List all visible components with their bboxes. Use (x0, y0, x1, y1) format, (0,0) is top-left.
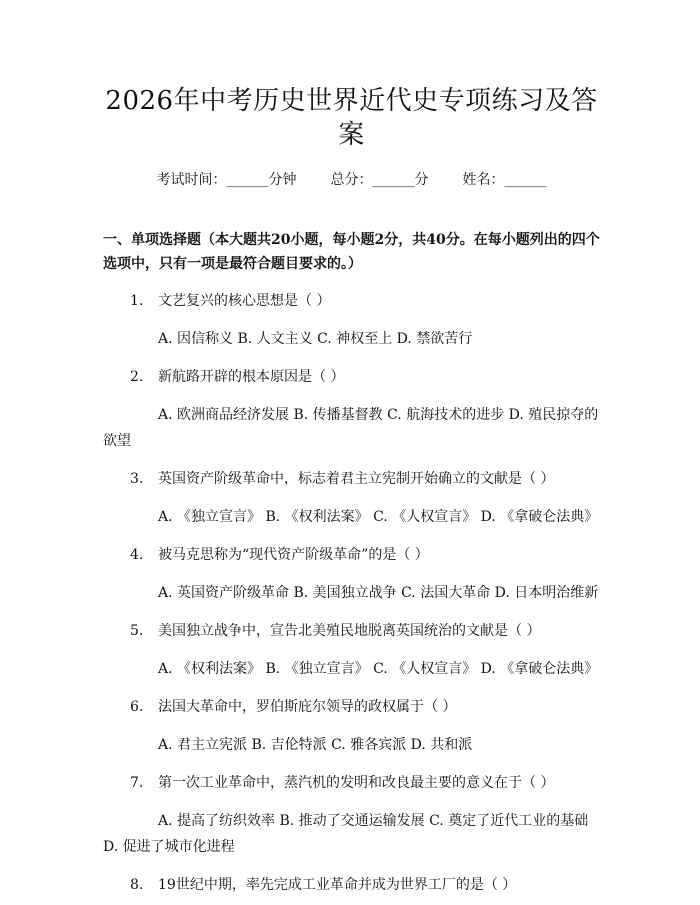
question-number: 5. (130, 623, 144, 639)
question-1 (103, 290, 600, 352)
question-8 (103, 874, 600, 896)
question-number: 8. (130, 877, 144, 893)
question-5 (103, 620, 600, 682)
question-options: A. 提高了纺织效率 B. 推动了交通运输发展 C. 奠定了近代工业的基础 D. 促进了城市化进程 (103, 813, 589, 855)
question-stem (103, 468, 600, 490)
question-stem (103, 772, 600, 794)
question-stem (103, 366, 600, 388)
exam-time-label: 考试时间：______分钟 (156, 172, 297, 188)
question-6 (103, 696, 600, 758)
question-4 (103, 544, 600, 606)
student-name-label: 姓名：______ (462, 172, 547, 188)
section-heading: 一、单项选择题（本大题共20小题，每小题2分，共40分。在每小题列出的四个选项中，只有一项是最符合题目要求的。） (103, 232, 600, 272)
question-options: A. 因信称义 B. 人文主义 C. 神权至上 D. 禁欲苦行 (158, 331, 473, 347)
question-stem (103, 696, 600, 718)
question-stem (103, 874, 600, 896)
question-text: 被马克思称为“现代资产阶级革命”的是（ ） (158, 547, 429, 563)
question-stem (103, 290, 600, 312)
question-text: 法国大革命中，罗伯斯庇尔领导的政权属于（ ） (158, 699, 457, 715)
question-2 (103, 366, 600, 454)
question-list (103, 290, 600, 896)
question-text: 英国资产阶级革命中，标志着君主立宪制开始确立的文献是（ ） (158, 471, 555, 487)
question-stem (103, 544, 600, 566)
question-number: 6. (130, 699, 144, 715)
question-stem (103, 620, 600, 642)
question-7 (103, 772, 600, 860)
question-text: 第一次工业革命中，蒸汽机的发明和改良最主要的意义在于（ ） (158, 775, 555, 791)
question-number: 3. (130, 471, 144, 487)
total-score-label: 总分：______分 (330, 172, 429, 188)
question-3 (103, 468, 600, 530)
question-number: 2. (130, 369, 144, 385)
question-text: 19世纪中期，率先完成工业革命并成为世界工厂的是（ ） (158, 877, 517, 893)
question-options: A. 欧洲商品经济发展 B. 传播基督教 C. 航海技术的进步 D. 殖民掠夺的欲望 (103, 407, 599, 449)
question-text: 美国独立战争中，宣告北美殖民地脱离英国统治的文献是（ ） (158, 623, 541, 639)
question-options: A. 《权利法案》 B. 《独立宣言》 C. 《人权宣言》 D. 《拿破仑法典》 (158, 661, 599, 677)
question-options: A. 英国资产阶级革命 B. 美国独立战争 C. 法国大革命 D. 日本明治维新 (158, 585, 599, 601)
exam-meta (103, 170, 600, 190)
question-number: 4. (130, 547, 144, 563)
question-number: 1. (130, 293, 144, 309)
question-options: A. 君主立宪派 B. 吉伦特派 C. 雅各宾派 D. 共和派 (158, 737, 473, 753)
question-text: 新航路开辟的根本原因是（ ） (158, 369, 345, 385)
question-text: 文艺复兴的核心思想是（ ） (158, 293, 331, 309)
question-options: A. 《独立宣言》 B. 《权利法案》 C. 《人权宣言》 D. 《拿破仑法典》 (158, 509, 599, 525)
page-title: 2026年中考历史世界近代史专项练习及答案 (105, 86, 598, 150)
question-number: 7. (130, 775, 144, 791)
